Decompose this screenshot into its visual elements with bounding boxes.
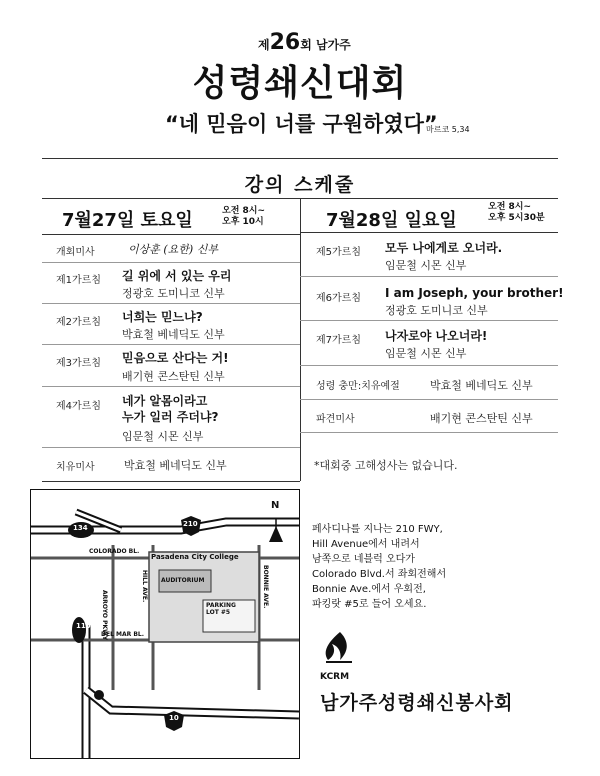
day1-header-rule (42, 234, 300, 235)
direction-line: 페사디나를 지나는 210 FWY, (312, 524, 443, 535)
pcc-label: Pasadena City College (151, 553, 239, 561)
row-rule (42, 386, 300, 387)
day1-time-end: 오후 10시 (222, 217, 264, 227)
day2-header-rule (300, 232, 558, 233)
colorado-label: COLORADO BL. (89, 548, 140, 555)
session-label: 개회미사 (56, 247, 95, 258)
session-topic: 길 위에 서 있는 우리 (122, 269, 232, 283)
direction-line: Bonnie Ave.에서 우회전, (312, 584, 426, 595)
theme-citation: 마르코 5,34 (426, 125, 470, 134)
row-rule (42, 262, 300, 263)
map-label-10: 10 (169, 714, 179, 722)
ordinal-prefix: 제 (258, 38, 270, 52)
direction-line: 남쪽으로 네블럭 오다가 (312, 554, 415, 565)
kcrm-logo-icon (318, 628, 360, 670)
session-topic: I am Joseph, your brother! (385, 286, 564, 300)
ordinal-suffix: 회 남가주 (300, 38, 351, 52)
location-map (30, 489, 300, 759)
row-rule (300, 432, 558, 433)
logo-text: KCRM (320, 672, 350, 682)
session-speaker: 정광호 도미니코 신부 (122, 287, 225, 300)
day2-time-start: 오전 8시~ (488, 202, 532, 212)
directions-text (312, 522, 446, 612)
organization-name: 남가주성령쇄신봉사회 (320, 692, 514, 714)
session-speaker: 박효철 베네딕도 신부 (122, 328, 225, 341)
day2-time (488, 202, 545, 224)
row-rule (42, 344, 300, 345)
north-label: N (271, 500, 280, 511)
row-rule (300, 399, 558, 400)
session-label: 제7가르침 (316, 335, 362, 346)
session-label: 제1가르침 (56, 275, 102, 286)
map-label-134: 134 (73, 524, 88, 532)
session-label: 제4가르침 (56, 401, 102, 412)
direction-line: Colorado Blvd.서 좌회전해서 (312, 569, 447, 580)
parking-label: PARKING LOT #5 (206, 602, 236, 616)
theme-quote: “네 믿음이 너를 구원하였다” (165, 112, 438, 136)
row-rule (300, 365, 558, 366)
map-drawing (31, 490, 299, 758)
session-speaker: 임문철 시몬 신부 (385, 347, 467, 360)
schedule-bottom-rule (42, 481, 300, 482)
event-title: 성령쇄신대회 (192, 63, 408, 104)
ordinal-number: 26 (269, 30, 301, 55)
map-label-110: 110 (76, 622, 91, 630)
session-topic: 나자로야 나오너라! (385, 329, 488, 343)
session-label: 제5가르침 (316, 247, 362, 258)
session-topic: 네가 알몸이라고 누가 일러 주더냐? (122, 394, 219, 424)
column-divider (300, 198, 301, 481)
session-label: 파견미사 (316, 414, 355, 425)
day1-time-start: 오전 8시~ (222, 206, 266, 216)
row-rule (42, 447, 300, 448)
session-label: 치유미사 (56, 462, 95, 473)
session-label: 제2가르침 (56, 317, 102, 328)
session-speaker: 박효철 베네딕도 신부 (430, 379, 533, 392)
delmar-label: DEL MAR BL. (101, 631, 144, 638)
day2-date: 7월28일 일요일 (326, 210, 457, 231)
row-rule (42, 303, 300, 304)
map-label-210: 210 (183, 520, 198, 528)
row-rule (300, 276, 558, 277)
session-speaker: 박효철 베네딕도 신부 (124, 459, 227, 472)
session-topic: 너희는 믿느냐? (122, 310, 203, 324)
auditorium-label: AUDITORIUM (161, 577, 205, 584)
arroyo-label: ARROYO PKWY (101, 590, 108, 641)
session-speaker: 임문철 시몬 신부 (385, 259, 467, 272)
schedule-title: 강의 스케줄 (244, 174, 356, 196)
session-topic: 모두 나에게로 오너라. (385, 241, 503, 255)
session-speaker: 배기현 콘스탄틴 신부 (122, 370, 225, 383)
direction-line: Hill Avenue에서 내려서 (312, 539, 420, 550)
session-speaker: 임문철 시몬 신부 (122, 430, 204, 443)
session-topic: 믿음으로 산다는 거! (122, 351, 229, 365)
session-speaker: 이상훈 (요한) 신부 (128, 243, 218, 256)
confession-note: *대회중 고해성사는 없습니다. (314, 459, 458, 472)
session-speaker: 정광호 도미니코 신부 (385, 304, 488, 317)
day1-date: 7월27일 토요일 (62, 210, 193, 231)
header-divider (42, 158, 558, 159)
day2-time-end: 오후 5시30분 (488, 213, 545, 223)
row-rule (300, 320, 558, 321)
session-label: 제6가르침 (316, 293, 362, 304)
session-speaker: 배기현 콘스탄틴 신부 (430, 412, 533, 425)
session-label: 성령 충만:치유예절 (316, 381, 400, 392)
direction-line: 파킹랏 #5로 들어 오세요. (312, 599, 427, 610)
session-label: 제3가르침 (56, 358, 102, 369)
event-ordinal (258, 30, 351, 55)
day1-time (222, 206, 265, 228)
hill-label: HILL AVE. (141, 570, 148, 603)
bonnie-label: BONNIE AVE. (262, 565, 269, 609)
